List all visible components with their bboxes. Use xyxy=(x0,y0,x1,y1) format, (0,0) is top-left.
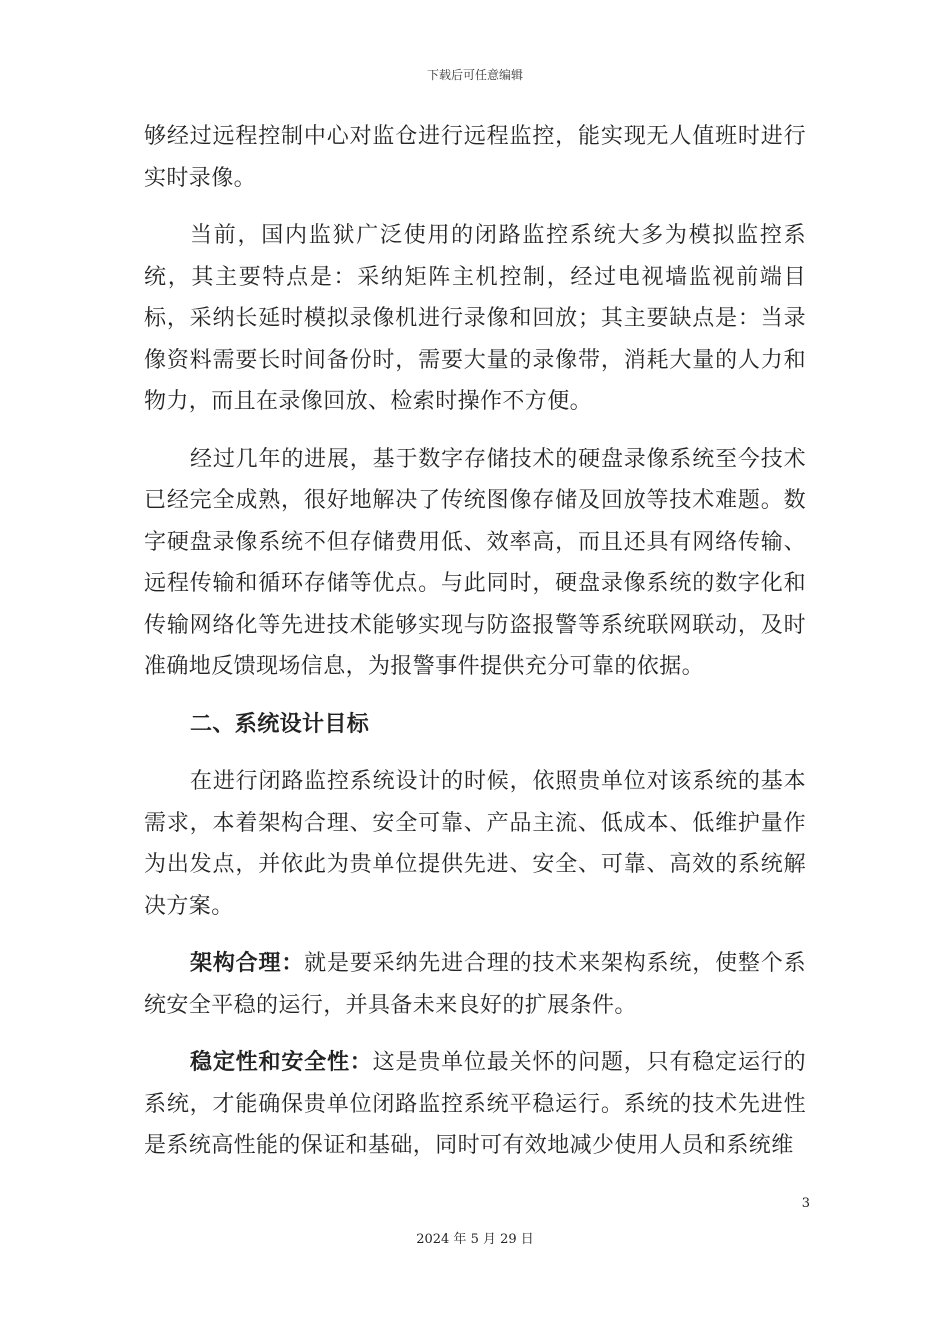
paragraph-digital-recording: 经过几年的进展，基于数字存储技术的硬盘录像系统至今技术已经完全成熟，很好地解决了传统图像存储及回放等技术难题。数字硬盘录像系统不但存储费用低、效率高，而且还具有网络传输、远程传输和循环存储等优点。与此同时，硬盘录像系统的数字化和传输网络化等先进技术能够实现与防盗报警等系统联网联动，及时准确地反馈现场信息，为报警事件提供充分可靠的依据。 xyxy=(144,446,806,679)
page-header-note: 下载后可任意编辑 xyxy=(426,68,523,82)
page-footer-date: 2024 年 5 月 29 日 xyxy=(416,1232,534,1247)
document-body xyxy=(144,116,806,1183)
section-heading-design-goals: 二、系统设计目标 xyxy=(190,711,370,737)
page-number: 3 xyxy=(801,1196,810,1211)
term-reasonable-architecture: 架构合理： xyxy=(190,951,305,976)
paragraph-design-basis: 在进行闭路监控系统设计的时候，依照贵单位对该系统的基本需求，本着架构合理、安全可靠、产品主流、低成本、低维护量作为出发点，并依此为贵单位提供先进、安全、可靠、高效的系统解决方案。 xyxy=(144,769,806,919)
term-stability-security: 稳定性和安全性： xyxy=(190,1050,373,1075)
paragraph-stability-security xyxy=(144,1042,806,1167)
text-reasonable-architecture: 就是要采纳先进合理的技术来架构系统，使整个系统安全平稳的运行，并具备未来良好的扩展条件。 xyxy=(144,951,806,1018)
text-stability-security: 这是贵单位最关怀的问题，只有稳定运行的系统，才能确保贵单位闭路监控系统平稳运行。系统的技术先进性是系统高性能的保证和基础，同时可有效地减少使用人员和系统维 xyxy=(144,1050,807,1158)
paragraph-reasonable-architecture xyxy=(144,943,806,1026)
paragraph-continuation: 够经过远程控制中心对监仓进行远程监控，能实现无人值班时进行实时录像。 xyxy=(144,124,806,191)
paragraph-current-systems: 当前，国内监狱广泛使用的闭路监控系统大多为模拟监控系统，其主要特点是：采纳矩阵主机控制，经过电视墙监视前端目标，采纳长延时模拟录像机进行录像和回放；其主要缺点是：当录像资料需要长时间备份时，需要大量的录像带，消耗大量的人力和物力，而且在录像回放、检索时操作不方便。 xyxy=(144,223,806,414)
